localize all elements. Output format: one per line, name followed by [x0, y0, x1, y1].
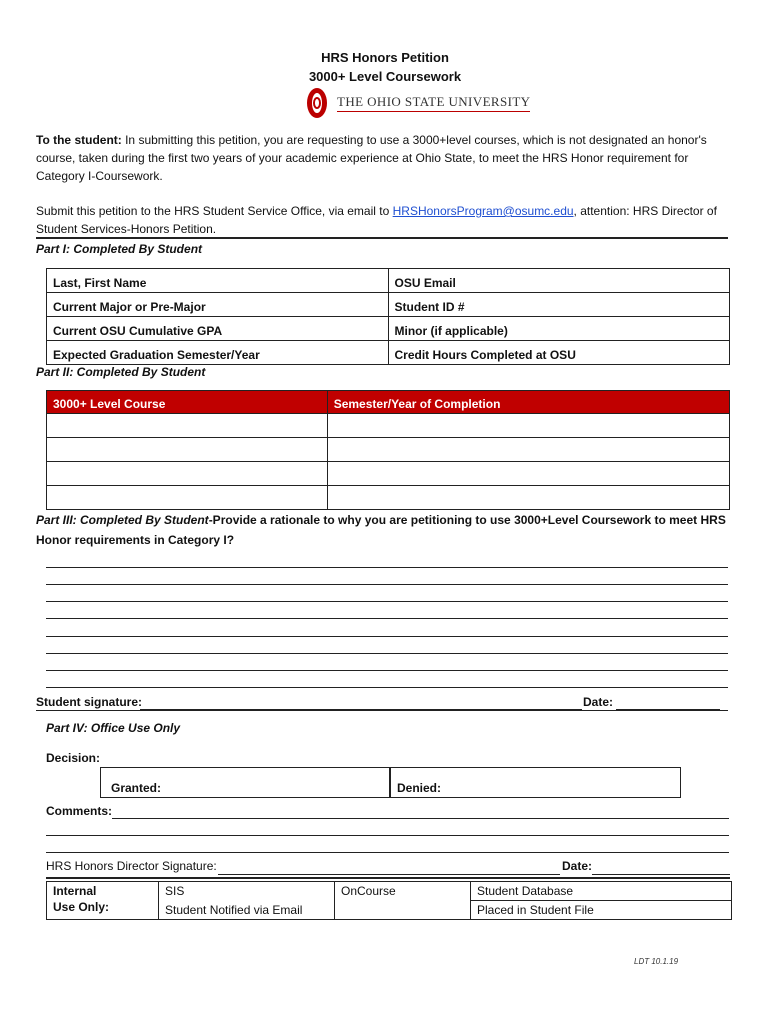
minor-field[interactable]: Minor (if applicable): [388, 317, 730, 341]
part4-title: Part IV: Office Use Only: [46, 721, 181, 735]
table-row: [47, 341, 730, 365]
table-row: [47, 438, 730, 462]
director-date-label: Date:: [562, 859, 593, 873]
semester-cell[interactable]: [327, 438, 729, 462]
block-o-icon: [307, 88, 327, 118]
rationale-line[interactable]: [46, 687, 728, 688]
course-cell[interactable]: [47, 486, 328, 510]
part3-prompt: [36, 510, 736, 550]
denied-field[interactable]: Denied:: [397, 781, 442, 795]
form-title: HRS Honors Petition: [321, 50, 449, 65]
student-id-field[interactable]: Student ID #: [388, 293, 730, 317]
table-row: [47, 293, 730, 317]
submit-text-post: , attention: HRS Director of Student Services-Honors Petition.: [36, 204, 717, 236]
granted-field[interactable]: Granted:: [111, 781, 162, 795]
table-row: [47, 462, 730, 486]
comment-line[interactable]: [112, 818, 729, 819]
empty-cell: [335, 901, 471, 920]
intro-lead: To the student:: [36, 133, 122, 147]
table-row: [47, 317, 730, 341]
placed-in-file-checkbox[interactable]: Placed in Student File: [471, 901, 732, 920]
form-header: [0, 48, 770, 86]
table-row: [47, 882, 732, 901]
credit-hours-field[interactable]: Credit Hours Completed at OSU: [388, 341, 730, 365]
oncourse-checkbox[interactable]: OnCourse: [335, 882, 471, 901]
director-signature-line[interactable]: [218, 874, 560, 875]
logo-wordmark: THE OHIO STATE UNIVERSITY: [337, 94, 530, 112]
table-row: [47, 269, 730, 293]
divider: [36, 237, 728, 239]
part1-title: Part I: Completed By Student: [36, 242, 203, 256]
decision-box: [100, 767, 681, 798]
semester-cell[interactable]: [327, 462, 729, 486]
table-header-row: [47, 391, 730, 414]
comment-line[interactable]: [46, 835, 729, 836]
name-field[interactable]: Last, First Name: [47, 269, 389, 293]
divider: [46, 877, 730, 879]
student-signature-label: Student signature:: [36, 695, 143, 709]
sis-checkbox[interactable]: SIS: [159, 882, 335, 901]
decision-label: Decision:: [46, 751, 101, 765]
rationale-line[interactable]: [46, 601, 728, 602]
semester-cell[interactable]: [327, 486, 729, 510]
rationale-line[interactable]: [46, 653, 728, 654]
student-date-label: Date:: [583, 695, 614, 709]
rationale-line[interactable]: [46, 670, 728, 671]
course-cell[interactable]: [47, 414, 328, 438]
student-info-table: [46, 268, 730, 365]
graduation-field[interactable]: Expected Graduation Semester/Year: [47, 341, 389, 365]
divider: [36, 710, 728, 711]
intro-text: In submitting this petition, you are requesting to use a 3000+level courses, which is not designated an honor's course, taken during the first two years of your academic experience at Ohio State, to meet the HRS Honor requirement for Category I-Coursework.: [36, 133, 707, 183]
director-date-line[interactable]: [592, 874, 730, 875]
student-database-checkbox[interactable]: Student Database: [471, 882, 732, 901]
submit-text-pre: Submit this petition to the HRS Student Service Office, via email to: [36, 204, 393, 218]
email-field[interactable]: OSU Email: [388, 269, 730, 293]
part3-text: -Provide a rationale to why you are petitioning to use 3000+Level Coursework to meet HRS Honor requirements in Category I?: [36, 513, 726, 547]
course-table: [46, 390, 730, 510]
submit-paragraph: [36, 202, 736, 238]
internal-use-table: [46, 881, 732, 920]
student-notified-checkbox[interactable]: Student Notified via Email: [159, 901, 335, 920]
internal-use-label-line: Use Only:: [53, 900, 110, 914]
rationale-line[interactable]: [46, 584, 728, 585]
course-cell[interactable]: [47, 438, 328, 462]
director-signature-label: HRS Honors Director Signature:: [46, 859, 217, 873]
part3-title: Part III: Completed By Student: [36, 513, 209, 527]
table-row: [47, 486, 730, 510]
form-code: LDT 10.1.19: [634, 957, 679, 966]
course-column-header: 3000+ Level Course: [47, 391, 328, 414]
comment-line[interactable]: [46, 852, 729, 853]
osu-logo: [307, 88, 530, 118]
gpa-field[interactable]: Current OSU Cumulative GPA: [47, 317, 389, 341]
intro-paragraph: [36, 131, 736, 185]
student-signature-row: [36, 695, 728, 709]
table-row: [47, 414, 730, 438]
decision-divider: [389, 768, 391, 797]
form-subtitle: 3000+ Level Coursework: [308, 69, 462, 84]
rationale-line[interactable]: [46, 618, 728, 619]
part2-title: Part II: Completed By Student: [36, 365, 206, 379]
comments-label: Comments:: [46, 804, 113, 818]
major-field[interactable]: Current Major or Pre-Major: [47, 293, 389, 317]
course-cell[interactable]: [47, 462, 328, 486]
semester-column-header: Semester/Year of Completion: [327, 391, 729, 414]
email-link[interactable]: HRSHonorsProgram@osumc.edu: [392, 204, 574, 218]
rationale-line[interactable]: [46, 636, 728, 637]
internal-use-label: [47, 882, 159, 920]
rationale-line[interactable]: [46, 567, 728, 568]
semester-cell[interactable]: [327, 414, 729, 438]
internal-use-label-line: Internal: [53, 884, 97, 898]
